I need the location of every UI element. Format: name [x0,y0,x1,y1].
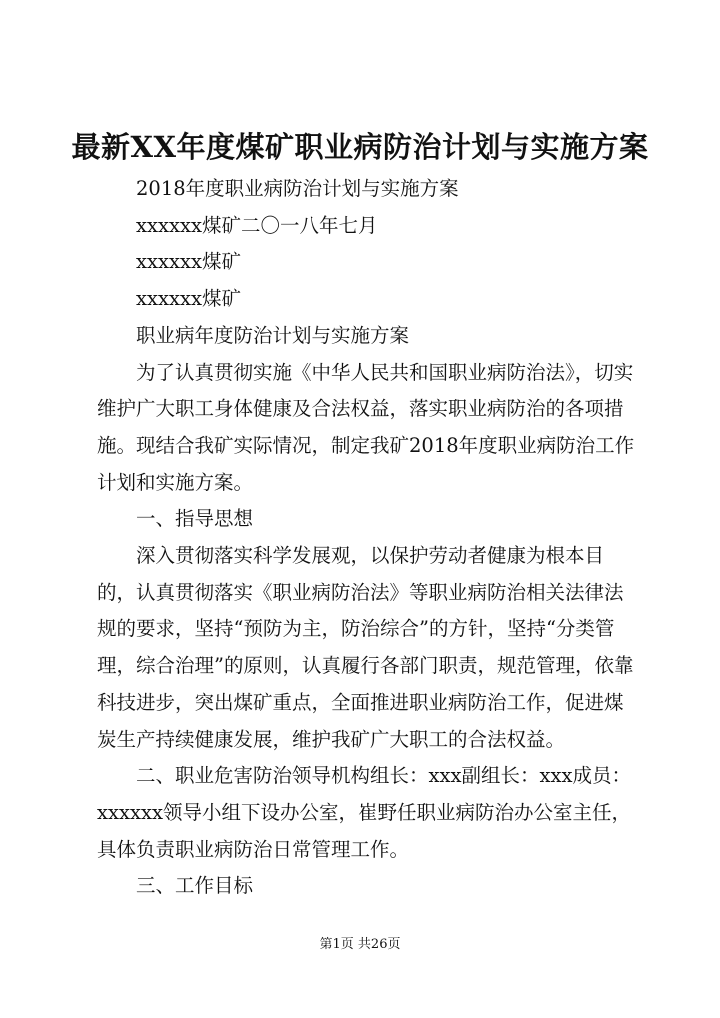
paragraph-subtitle: 职业病年度防治计划与实施方案 [136,323,410,347]
paragraph-mine-name-repeat: xxxxxx煤矿 [136,287,241,311]
paragraph-mine-name: xxxxxx煤矿 [136,250,241,274]
paragraph-leadership-organization: 二、职业危害防治领导机构组长：xxx副组长：xxx成员：xxxxxx领导小组下设办公室，崔野任职业病防治办公室主任，具体负责职业病防治日常管理工作。 [97,764,631,861]
paragraph-introduction: 为了认真贯彻实施《中华人民共和国职业病防治法》，切实维护广大职工身体健康及合法权益，落实职业病防治的各项措施。现结合我矿实际情况，制定我矿2018年度职业病防治工作计划和实施方案。 [97,360,635,494]
section-heading-guiding-ideology: 一、指导思想 [136,507,254,531]
paragraph-plan-name: 2018年度职业病防治计划与实施方案 [136,177,459,200]
paragraph-date-line: xxxxxx煤矿二〇一八年七月 [136,213,378,237]
section-heading-work-goals: 三、工作目标 [136,874,254,898]
document-title: 最新XX年度煤矿职业病防治计划与实施方案 [71,130,649,164]
paragraph-guiding-ideology: 深入贯彻落实科学发展观，以保护劳动者健康为根本目的，认真贯彻落实《职业病防治法》等职业病防治相关法律法规的要求，坚持“预防为主，防治综合”的方针，坚持“分类管理，综合治理”的原则，认真履行各部门职责，规范管理，依靠科技进步，突出煤矿重点，全面推进职业病防治工作，促进煤炭生产持续健康发展，维护我矿广大职工的合法权益。 [97,544,634,751]
page-number-footer: 第1页 共26页 [319,937,401,952]
document-body [97,171,637,905]
